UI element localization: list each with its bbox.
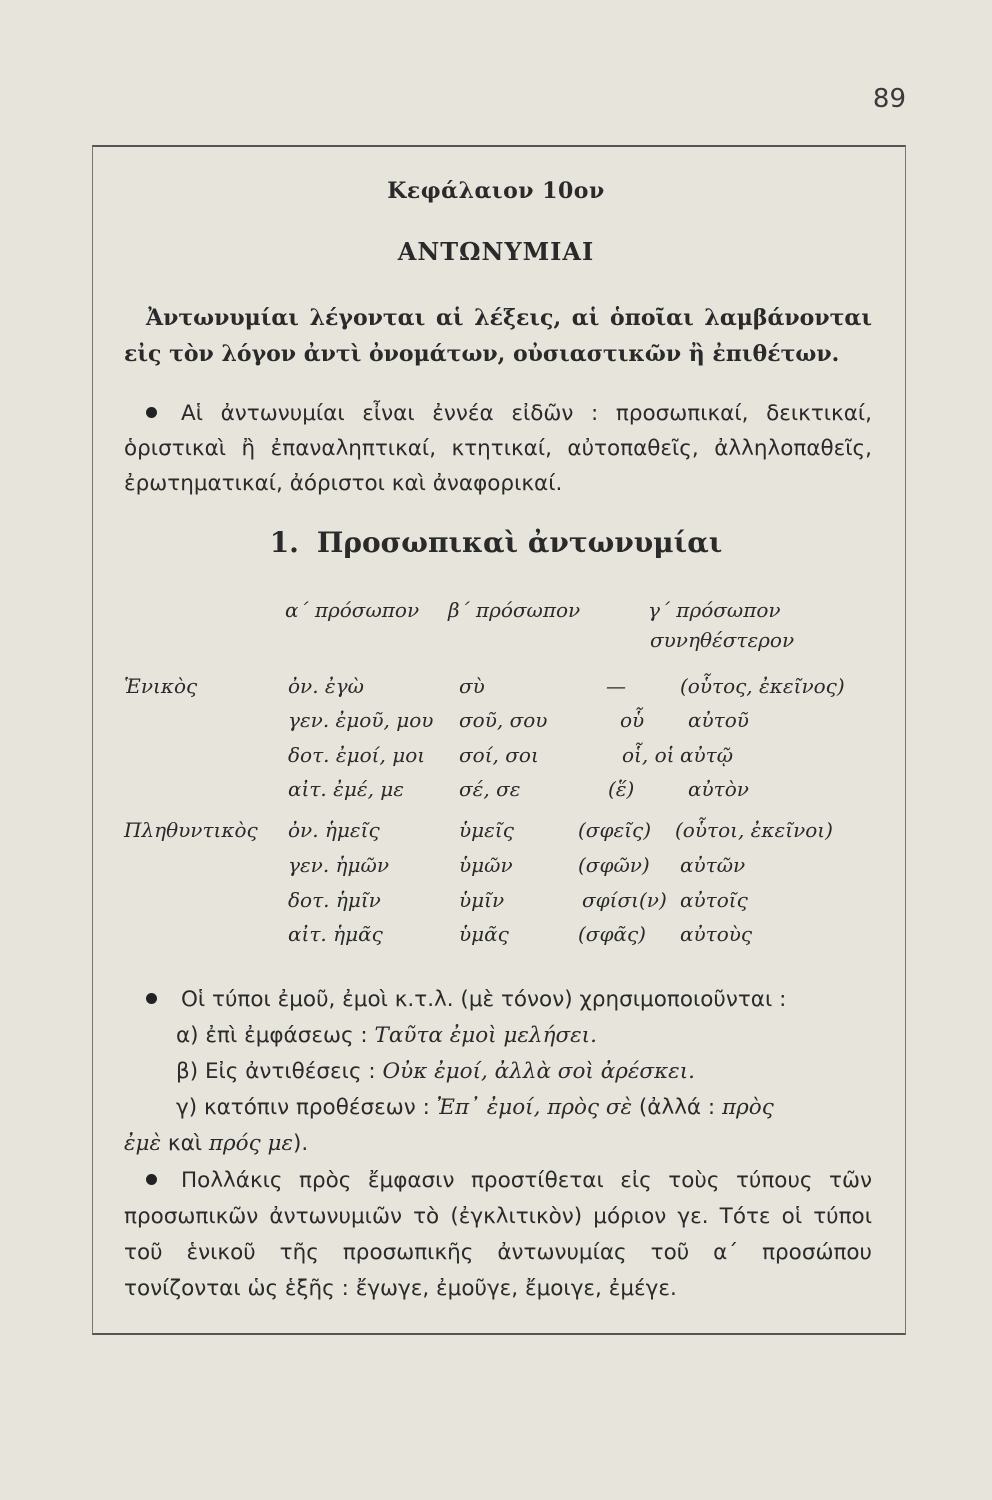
use-c-label: γ) κατόπιν προθέσεων : xyxy=(176,1095,430,1120)
cell: γεν. ἐμοῦ, μου xyxy=(288,708,434,732)
page-title: ΑΝΤΩΝΥΜΙΑΙ xyxy=(397,237,595,266)
section-title: Προσωπικαὶ ἀντωνυμίαι xyxy=(316,526,723,559)
cell: αὐτὸν xyxy=(688,777,749,801)
cell: δοτ. ἡμῖν xyxy=(288,888,381,912)
cell: (σφεῖς) xyxy=(578,818,652,842)
cell: ὑμᾶς xyxy=(459,922,509,946)
cell: οὗ xyxy=(620,708,645,732)
cell: γεν. ἡμῶν xyxy=(288,853,390,877)
cell: ὑμεῖς xyxy=(459,818,514,842)
use-c xyxy=(124,1090,872,1126)
cell: ὀν. ἐγὼ xyxy=(288,674,364,698)
section-heading xyxy=(0,526,992,559)
singular-label: Ἑνικὸς xyxy=(124,674,198,698)
cell: αὐτῶν xyxy=(680,853,746,877)
cell: (σφῶν) xyxy=(578,853,650,877)
header-second-person: β΄ πρόσωπον xyxy=(448,598,581,622)
uses-block xyxy=(124,982,872,1162)
cell: αὐτοῦ xyxy=(688,708,749,732)
bullet-icon xyxy=(146,993,157,1004)
cell: σέ, σε xyxy=(459,777,521,801)
use-c-continuation xyxy=(124,1126,872,1162)
page-number: 89 xyxy=(872,84,906,114)
cell: (οὗτοι, ἐκεῖνοι) xyxy=(675,818,833,842)
plural-label: Πληθυντικὸς xyxy=(124,818,258,842)
section-number: 1. xyxy=(269,526,299,559)
bullet-icon xyxy=(146,407,157,418)
cell: ὑμῖν xyxy=(459,888,505,912)
cell: (σφᾶς) xyxy=(578,922,646,946)
cell: αὐτοὺς xyxy=(680,922,753,946)
cell: αἰτ. ἡμᾶς xyxy=(288,922,383,946)
definition-paragraph: Ἀντωνυμίαι λέγονται αἱ λέξεις, αἱ ὁποῖαι λαμβάνονται εἰς τὸν λόγον ἀντὶ ὀνομάτων, οὐσιαστικῶν ἢ ἐπιθέτων. xyxy=(124,305,872,367)
use-c-end: ). xyxy=(292,1131,309,1156)
use-c-example3: ἐμὲ xyxy=(124,1131,162,1156)
kinds-paragraph xyxy=(124,396,872,501)
cell: — xyxy=(606,674,626,698)
cell: αἰτ. ἐμέ, με xyxy=(288,777,405,801)
use-a xyxy=(124,1018,872,1054)
header-more-common: συνηθέστερον xyxy=(650,628,795,652)
cell: αὐτῷ xyxy=(680,743,734,767)
use-c-example4: πρός με xyxy=(208,1131,293,1156)
cell: οἷ, οἱ xyxy=(622,743,675,767)
use-a-label: α) ἐπὶ ἐμφάσεως : xyxy=(176,1023,368,1048)
cell: ὀν. ἡμεῖς xyxy=(288,818,380,842)
uses-intro-text: Οἱ τύποι ἐμοῦ, ἐμοὶ κ.τ.λ. (μὲ τόνον) χρησιμοποιοῦνται : xyxy=(181,987,787,1012)
cell: σοῦ, σου xyxy=(459,708,548,732)
cell: ὑμῶν xyxy=(459,853,513,877)
use-b-label: β) Εἰς ἀντιθέσεις : xyxy=(176,1059,376,1084)
use-c-paren: (ἀλλά : xyxy=(638,1095,716,1120)
kinds-text: Αἱ ἀντωνυμίαι εἶναι ἐννέα εἰδῶν : προσωπικαί, δεικτικαί, ὁριστικαὶ ἢ ἐπαναληπτικαί, κτητικαί, αὐτοπαθεῖς, ἀλληλοπαθεῖς, ἐρωτηματικαί, ἀόριστοι καὶ ἀναφορικαί. xyxy=(124,401,872,496)
chapter-heading: Κεφάλαιον 10ον xyxy=(387,178,605,204)
use-a-example: Ταῦτα ἐμοὶ μελήσει. xyxy=(374,1023,597,1048)
emphasis-text: Πολλάκις πρὸς ἔμφασιν προστίθεται εἰς τοὺς τύπους τῶν προσωπικῶν ἀντωνυμιῶν τὸ (ἐγκλιτικὸν) μόριον γε. Τότε οἱ τύποι τοῦ ἑνικοῦ τῆς προσωπικῆς ἀντωνυμίας τοῦ α΄ προσώπου τονίζονται ὡς ἑξῆς : ἔγωγε, ἐμοῦγε, ἔμοιγε, ἐμέγε. xyxy=(124,1168,872,1301)
cell: δοτ. ἐμοί, μοι xyxy=(288,743,426,767)
uses-intro xyxy=(124,982,872,1018)
cell: σοί, σοι xyxy=(459,743,539,767)
emphasis-paragraph xyxy=(124,1163,872,1307)
header-first-person: α΄ πρόσωπον xyxy=(285,598,420,622)
use-c-example2: πρὸς xyxy=(722,1095,774,1120)
cell: (οὗτος, ἐκεῖνος) xyxy=(680,674,845,698)
use-c-and: καὶ xyxy=(167,1131,203,1156)
use-c-example: Ἐπ᾽ ἐμοί, πρὸς σὲ xyxy=(436,1095,633,1120)
header-third-person: γ΄ πρόσωπον xyxy=(648,598,781,622)
use-b-example: Οὐκ ἐμοί, ἀλλὰ σοὶ ἀρέσκει. xyxy=(382,1059,695,1084)
cell: αὐτοῖς xyxy=(680,888,748,912)
cell: (ἕ) xyxy=(608,777,635,801)
cell: σὺ xyxy=(459,674,485,698)
cell: σφίσι(ν) xyxy=(582,888,667,912)
bullet-icon xyxy=(146,1174,157,1185)
use-b xyxy=(124,1054,872,1090)
